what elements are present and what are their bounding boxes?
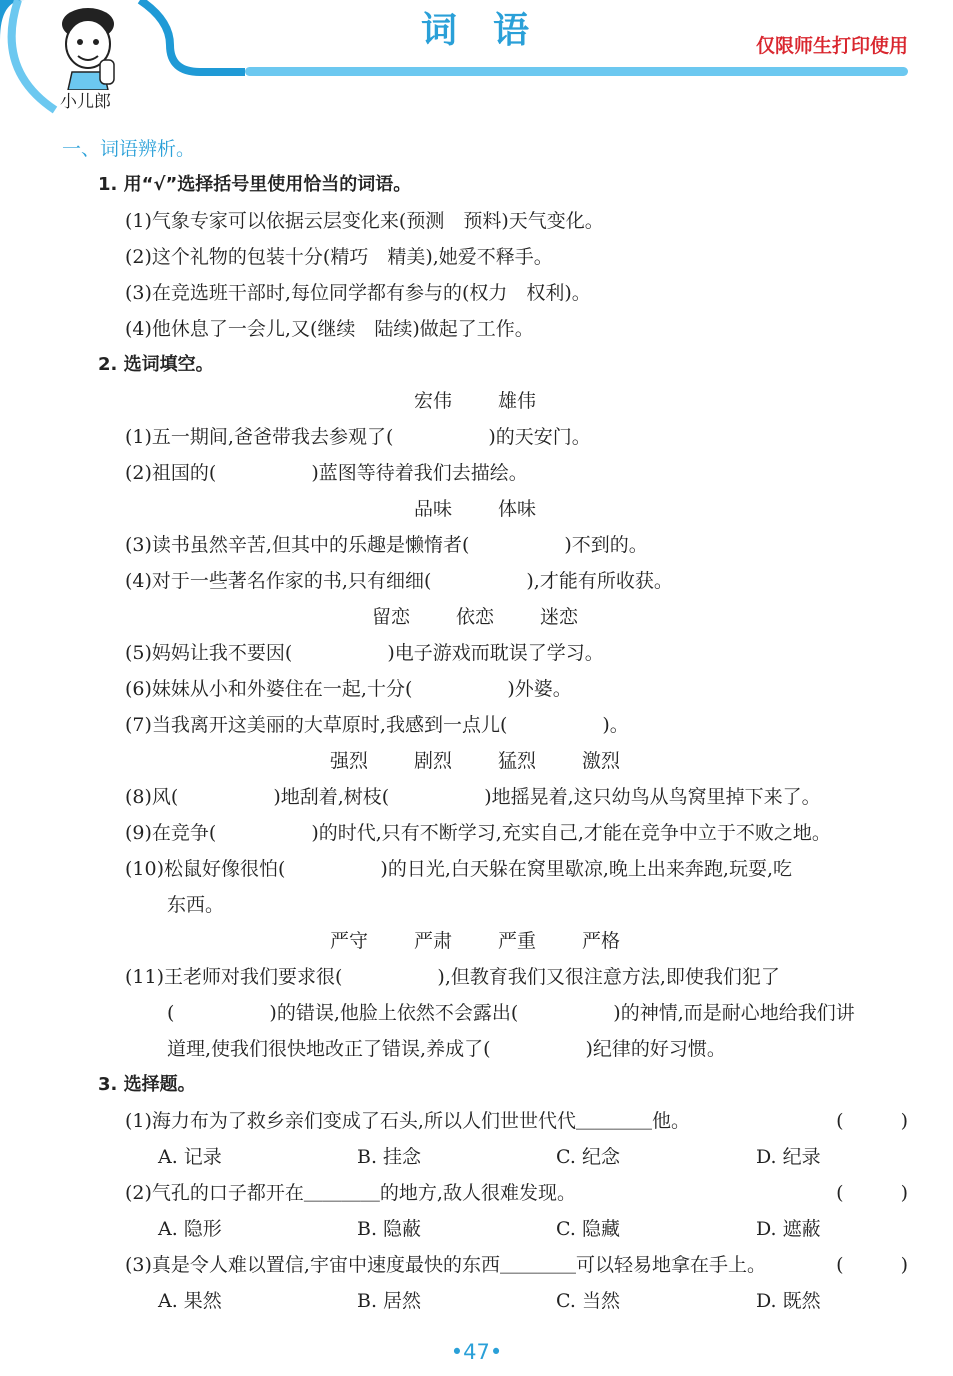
page-number: •47• — [450, 1340, 503, 1364]
answer-bracket[interactable]: ( ) — [836, 1110, 908, 1132]
q2-item-continued: 东西。 — [167, 894, 225, 916]
spacer — [0, 1319, 953, 1337]
word: 强烈 — [329, 750, 368, 772]
q2-item-continued: 道理,使我们很快地改正了错误,养成了( )纪律的好习惯。 — [167, 1038, 726, 1060]
options-row — [0, 1211, 953, 1247]
q2-item: (10)松鼠好像很怕( )的日光,白天躲在窝里歇凉,晚上出来奔跑,玩耍,吃 — [125, 858, 792, 880]
answer-bracket[interactable]: ( ) — [836, 1182, 908, 1204]
q3-stem: (1)海力布为了救乡亲们变成了石头,所以人们世世代代＿＿＿＿他。 — [125, 1110, 690, 1132]
q2-item: (11)王老师对我们要求很( ),但教育我们又很注意方法,即使我们犯了 — [125, 966, 780, 988]
section-title: 一、词语辨析。 — [62, 138, 196, 160]
option-b[interactable]: B. 隐蔽 — [357, 1218, 422, 1240]
option-b[interactable]: B. 居然 — [357, 1290, 422, 1312]
q3-question — [0, 1103, 953, 1139]
word: 激烈 — [582, 750, 621, 772]
option-a[interactable]: A. 记录 — [158, 1146, 222, 1168]
q3-stem: (3)真是令人难以置信,宇宙中速度最快的东西＿＿＿＿可以轻易地拿在手上。 — [125, 1254, 766, 1276]
word: 迷恋 — [540, 606, 579, 628]
word: 宏伟 — [413, 390, 452, 412]
mascot-name: 小儿郎 — [60, 92, 111, 112]
question-1-title: 1. 用“√”选择括号里使用恰当的词语。 — [98, 174, 412, 195]
options-row — [0, 1283, 953, 1319]
word: 雄伟 — [498, 390, 537, 412]
q2-item: (9)在竞争( )的时代,只有不断学习,充实自己,才能在竞争中立于不败之地。 — [125, 822, 831, 844]
q2-item: (7)当我离开这美丽的大草原时,我感到一点儿( )。 — [125, 714, 629, 736]
q1-item: (3)在竞选班干部时,每位同学都有参与的(权力 权利)。 — [125, 282, 591, 304]
option-c[interactable]: C. 隐藏 — [556, 1218, 620, 1240]
q2-item: (2)祖国的( )蓝图等待着我们去描绘。 — [125, 462, 528, 484]
question-2-title: 2. 选词填空。 — [98, 354, 214, 375]
word-bank — [0, 383, 953, 419]
word-bank — [0, 599, 953, 635]
print-notice: 仅限师生打印使用 — [755, 35, 908, 57]
option-a[interactable]: A. 隐形 — [158, 1218, 222, 1240]
page-title: 词 语 — [420, 10, 529, 51]
word: 剧烈 — [413, 750, 452, 772]
option-d[interactable]: D. 遮蔽 — [756, 1218, 821, 1240]
q2-item-continued: ( )的错误,他脸上依然不会露出( )的神情,而是耐心地给我们讲 — [167, 1002, 855, 1024]
word: 严守 — [329, 930, 368, 952]
word: 严格 — [582, 930, 621, 952]
word: 严肃 — [413, 930, 452, 952]
q3-question — [0, 1175, 953, 1211]
q2-item: (6)妹妹从小和外婆住在一起,十分( )外婆。 — [125, 678, 572, 700]
option-b[interactable]: B. 挂念 — [357, 1146, 422, 1168]
q1-item: (2)这个礼物的包装十分(精巧 精美),她爱不释手。 — [125, 246, 553, 268]
option-c[interactable]: C. 当然 — [556, 1290, 620, 1312]
word-bank — [0, 743, 953, 779]
q2-item: (4)对于一些著名作家的书,只有细细( ),才能有所收获。 — [125, 570, 673, 592]
option-d[interactable]: D. 既然 — [756, 1290, 821, 1312]
word: 体味 — [498, 498, 537, 520]
q2-item: (5)妈妈让我不要因( )电子游戏而耽误了学习。 — [125, 642, 604, 664]
q2-item: (3)读书虽然辛苦,但其中的乐趣是懒惰者( )不到的。 — [125, 534, 648, 556]
q3-question — [0, 1247, 953, 1283]
q1-item: (1)气象专家可以依据云层变化来(预测 预料)天气变化。 — [125, 210, 604, 232]
answer-bracket[interactable]: ( ) — [836, 1254, 908, 1276]
word: 依恋 — [455, 606, 494, 628]
word: 猛烈 — [498, 750, 537, 772]
boy-mascot-icon — [48, 2, 128, 90]
word: 品味 — [413, 498, 452, 520]
question-3-title: 3. 选择题。 — [98, 1074, 196, 1095]
q3-stem: (2)气孔的口子都开在＿＿＿＿的地方,敌人很难发现。 — [125, 1182, 576, 1204]
word: 严重 — [498, 930, 537, 952]
word-bank — [0, 923, 953, 959]
word-bank — [0, 491, 953, 527]
worksheet-content — [0, 131, 953, 1367]
options-row — [0, 1139, 953, 1175]
option-d[interactable]: D. 纪录 — [756, 1146, 821, 1168]
option-c[interactable]: C. 纪念 — [556, 1146, 620, 1168]
word: 留恋 — [371, 606, 410, 628]
q2-item: (8)风( )地刮着,树枝( )地摇晃着,这只幼鸟从鸟窝里掉下来了。 — [125, 786, 821, 808]
q1-item: (4)他休息了一会儿,又(继续 陆续)做起了工作。 — [125, 318, 534, 340]
option-a[interactable]: A. 果然 — [158, 1290, 222, 1312]
q2-item: (1)五一期间,爸爸带我去参观了( )的天安门。 — [125, 426, 591, 448]
